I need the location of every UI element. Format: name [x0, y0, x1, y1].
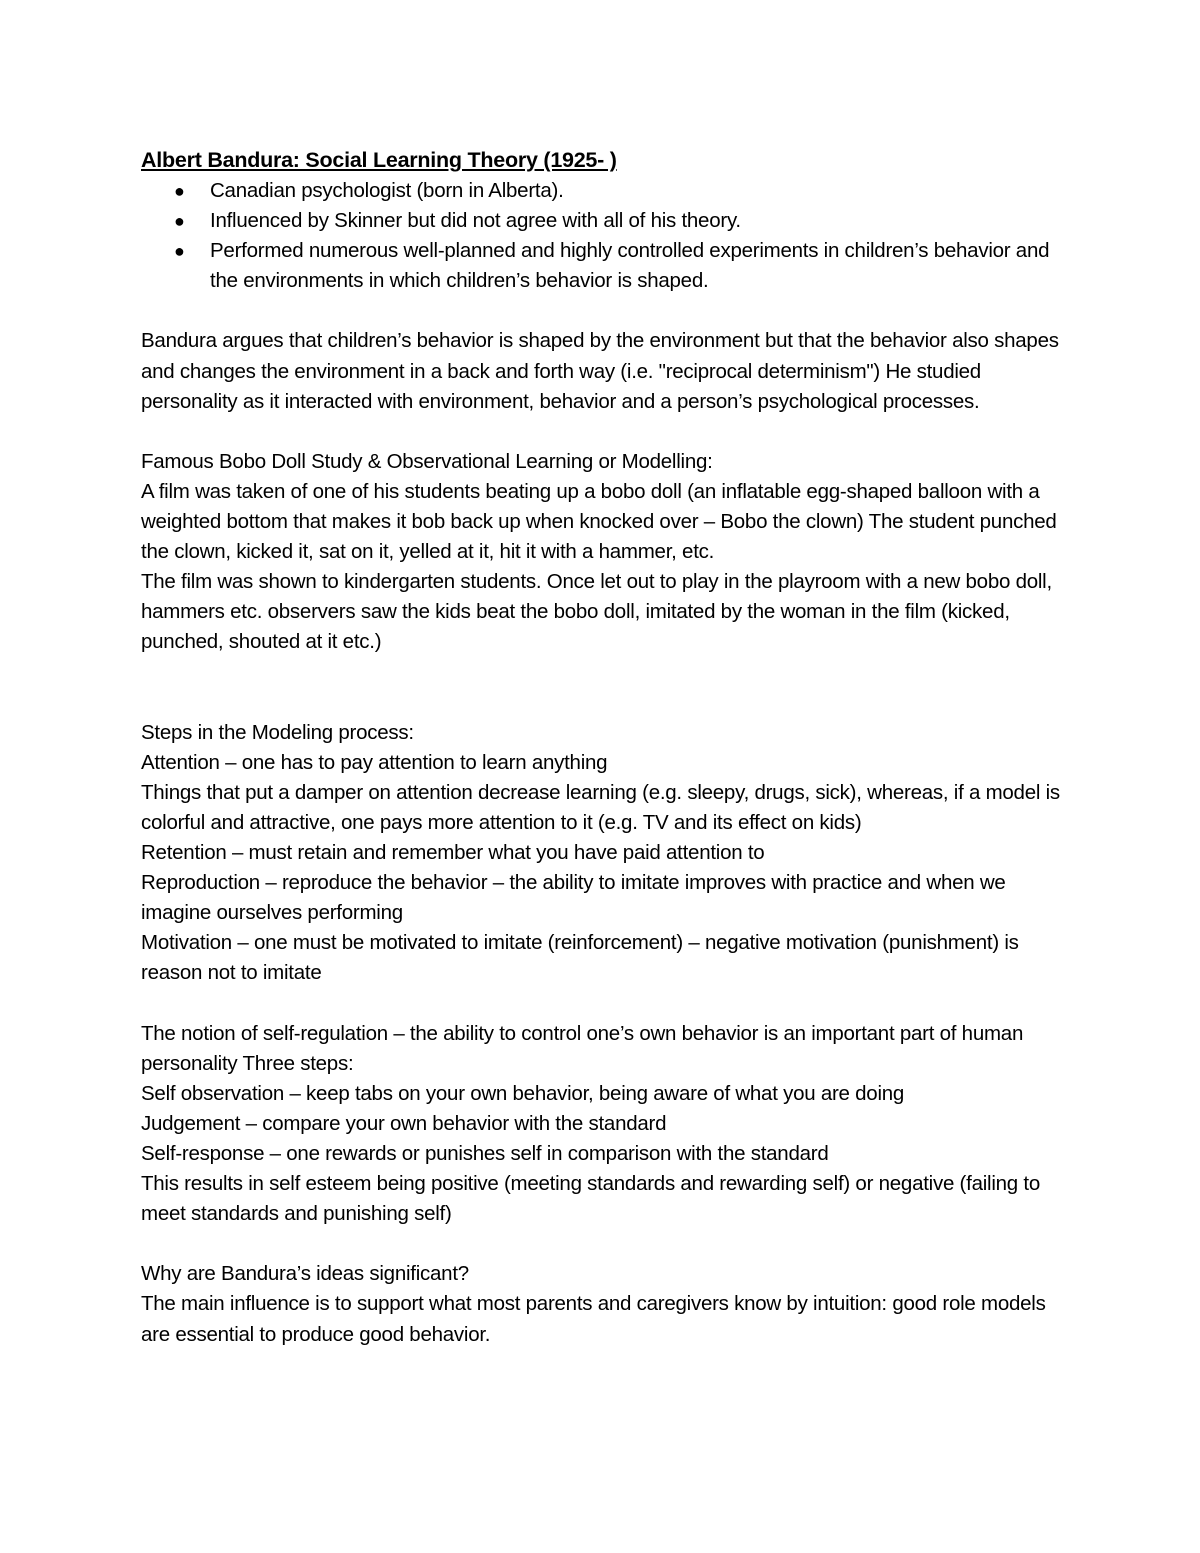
spacer — [141, 989, 1071, 1019]
bullet-dot-icon: ● — [174, 181, 185, 201]
bobo-film-paragraph: A film was taken of one of his students beating up a bobo doll (an inflatable egg-shaped balloon with a weighted bottom that makes it bob back up when knocked over – Bobo the clown) The student punched the clown, kicked it, sat on it, yelled at it, hit it with a hammer, etc. — [141, 479, 1057, 564]
significance-answer: The main influence is to support what most parents and caregivers know by intuition: good role models are essential to produce good behavior. — [141, 1292, 1046, 1346]
bullet-dot-icon: ● — [174, 241, 185, 262]
bobo-shown-paragraph: The film was shown to kindergarten students. Once let out to play in the playroom with a new bobo doll, hammers etc. observers saw the kids beat the bobo doll, imitated by the woman in the film (kicked, punched, shouted at it etc.) — [141, 570, 1052, 654]
self-esteem-result: This results in self esteem being positive (meeting standards and rewarding self) or negative (failing to meet standards and punishing self) — [141, 1172, 1040, 1226]
modeling-reproduction: Reproduction – reproduce the behavior – the ability to imitate improves with practice and when we imagine ourselves performing — [141, 871, 1006, 925]
bullet-text: Canadian psychologist (born in Alberta). — [210, 179, 564, 202]
bio-bullet-list — [141, 176, 1071, 296]
modeling-damper: Things that put a damper on attention decrease learning (e.g. sleepy, drugs, sick), whereas, if a model is colorful and attractive, one pays more attention to it (e.g. TV and its effect on kids) — [141, 780, 1060, 834]
self-observation: Self observation – keep tabs on your own behavior, being aware of what you are doing — [141, 1081, 905, 1105]
modeling-attention: Attention – one has to pay attention to learn anything — [141, 750, 608, 774]
bullet-text: Performed numerous well-planned and highly controlled experiments in children’s behavior and the environments in which children’s behavior is shaped. — [210, 239, 1050, 293]
modeling-heading: Steps in the Modeling process: — [141, 720, 414, 744]
self-regulation-intro: The notion of self-regulation – the ability to control one’s own behavior is an important part of human personality Three steps: — [141, 1021, 1024, 1075]
bullet-item — [141, 206, 1071, 236]
self-response: Self-response – one rewards or punishes self in comparison with the standard — [141, 1142, 829, 1165]
spacer — [141, 417, 1071, 447]
document-title: Albert Bandura: Social Learning Theory (1925- ) — [141, 148, 617, 172]
reciprocal-determinism-paragraph: Bandura argues that children’s behavior is shaped by the environment but that the behavior also shapes and changes the environment in a back and forth way (i.e. "reciprocal determinism") He studied personality as it interacted with environment, behavior and a person’s psychological processes. — [141, 329, 1059, 413]
modeling-motivation: Motivation – one must be motivated to imitate (reinforcement) – negative motivation (punishment) is reason not to imitate — [141, 931, 1019, 985]
bullet-item — [141, 236, 1071, 296]
spacer — [141, 296, 1071, 326]
bullet-text: Influenced by Skinner but did not agree with all of his theory. — [210, 209, 741, 233]
significance-question: Why are Bandura’s ideas significant? — [141, 1262, 469, 1286]
document-body — [141, 144, 1071, 1350]
bobo-heading: Famous Bobo Doll Study & Observational Learning or Modelling: — [141, 449, 713, 473]
modeling-retention: Retention – must retain and remember what you have paid attention to — [141, 841, 765, 865]
bullet-item — [141, 176, 1071, 206]
spacer — [141, 658, 1071, 718]
spacer — [141, 1229, 1071, 1259]
bullet-dot-icon: ● — [174, 211, 185, 232]
judgement: Judgement – compare your own behavior with the standard — [141, 1111, 667, 1135]
